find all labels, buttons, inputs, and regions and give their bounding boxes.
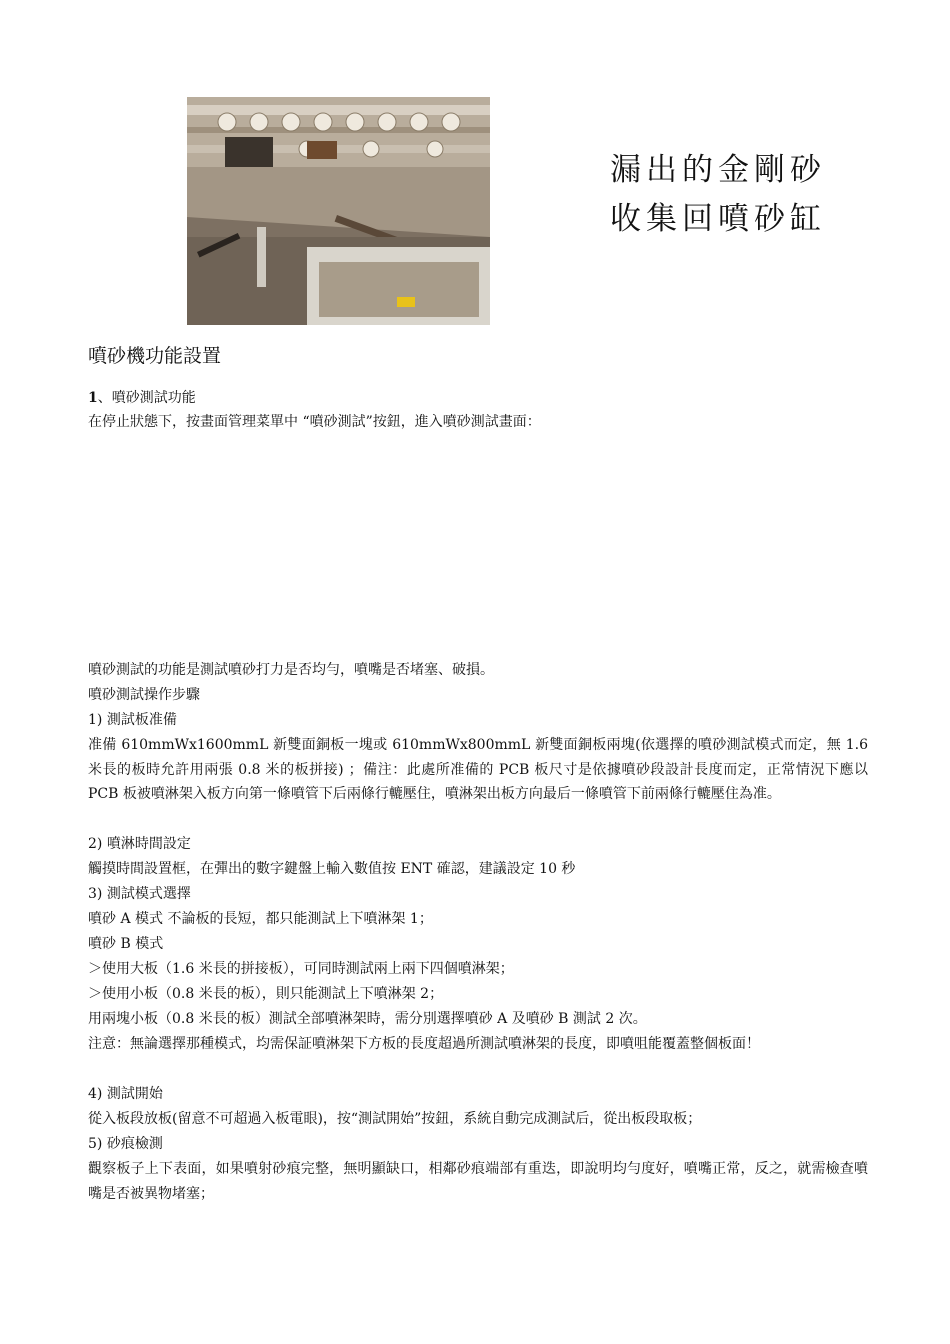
figure-caption	[610, 146, 826, 244]
intro-line: 在停止狀態下，按畫面管理菜單中 “噴砂測試”按鈕，進入噴砂測試畫面：	[88, 414, 541, 430]
step5-body: 觀察板子上下表面，如果噴射砂痕完整，無明顯缺口，相鄰砂痕端部有重迭，即說明均勻度好，噴嘴正常，反之，就需檢查噴嘴是否被異物堵塞；	[88, 1161, 868, 1202]
step2-body: 觸摸時間設置框，在彈出的數字鍵盤上輸入數值按 ENT 確認，建議設定 10 秒	[88, 861, 576, 877]
mode-b-small-line: ＞使用小板（0.8 米長的板），則只能測試上下噴淋架 2；	[88, 986, 444, 1002]
caption-line-1: 漏出的金剛砂	[610, 152, 826, 188]
mode-b-large-line: ＞使用大板（1.6 米長的拼接板），可同時測試兩上兩下四個噴淋架；	[88, 961, 514, 977]
purpose-line: 噴砂測試的功能是測試噴砂打力是否均勻，噴嘴是否堵塞、破損。	[88, 662, 494, 678]
step1-title: 1) 測試板准備	[88, 712, 177, 728]
steps-title: 噴砂測試操作步驟	[88, 687, 200, 703]
note-line: 注意：無論選擇那種模式，均需保証噴淋架下方板的長度超過所測試噴淋架的長度，即噴咀能覆蓋整個板面！	[88, 1036, 760, 1052]
step4-body: 從入板段放板(留意不可超過入板電眼)，按“測試開始”按鈕，系統自動完成測試后，從出板段取板；	[88, 1111, 702, 1127]
step1-body: 准備 610mmWx1600mmL 新雙面銅板一塊或 610mmWx800mmL 新雙面銅板兩塊(依選擇的噴砂測試模式而定，無 1.6 米長的板時允許用兩張 0.8 米的板拼接) ；備注：此處所准備的 PCB 板尺寸是依據噴砂段設計長度而定，正常情況下應以 PCB 板被噴淋架入板方向第一條噴管下后兩條行轆壓住，噴淋架出板方向最后一條噴管下前兩條行轆壓住為准。	[88, 737, 868, 802]
subsection-title: 、噴砂測試功能	[97, 390, 196, 406]
step2-title: 2) 噴淋時間設定	[88, 836, 191, 852]
subsection-number: 1	[88, 390, 98, 406]
mode-b-line: 噴砂 B 模式	[88, 936, 164, 952]
subsection-heading	[88, 386, 868, 411]
step4-title: 4) 測試開始	[88, 1086, 163, 1102]
step3-title: 3) 測試模式選擇	[88, 886, 191, 902]
step5-title: 5) 砂痕檢測	[88, 1136, 163, 1152]
two-small-line: 用兩塊小板（0.8 米長的板）測試全部噴淋架時，需分別選擇噴砂 A 及噴砂 B 測試 2 次。	[88, 1011, 647, 1027]
caption-line-2: 收集回噴砂缸	[610, 201, 826, 237]
section-title: 噴砂機功能設置	[88, 345, 222, 367]
mode-a-line: 噴砂 A 模式 不論板的長短，都只能測試上下噴淋架 1；	[88, 911, 433, 927]
machine-photo	[187, 97, 490, 325]
